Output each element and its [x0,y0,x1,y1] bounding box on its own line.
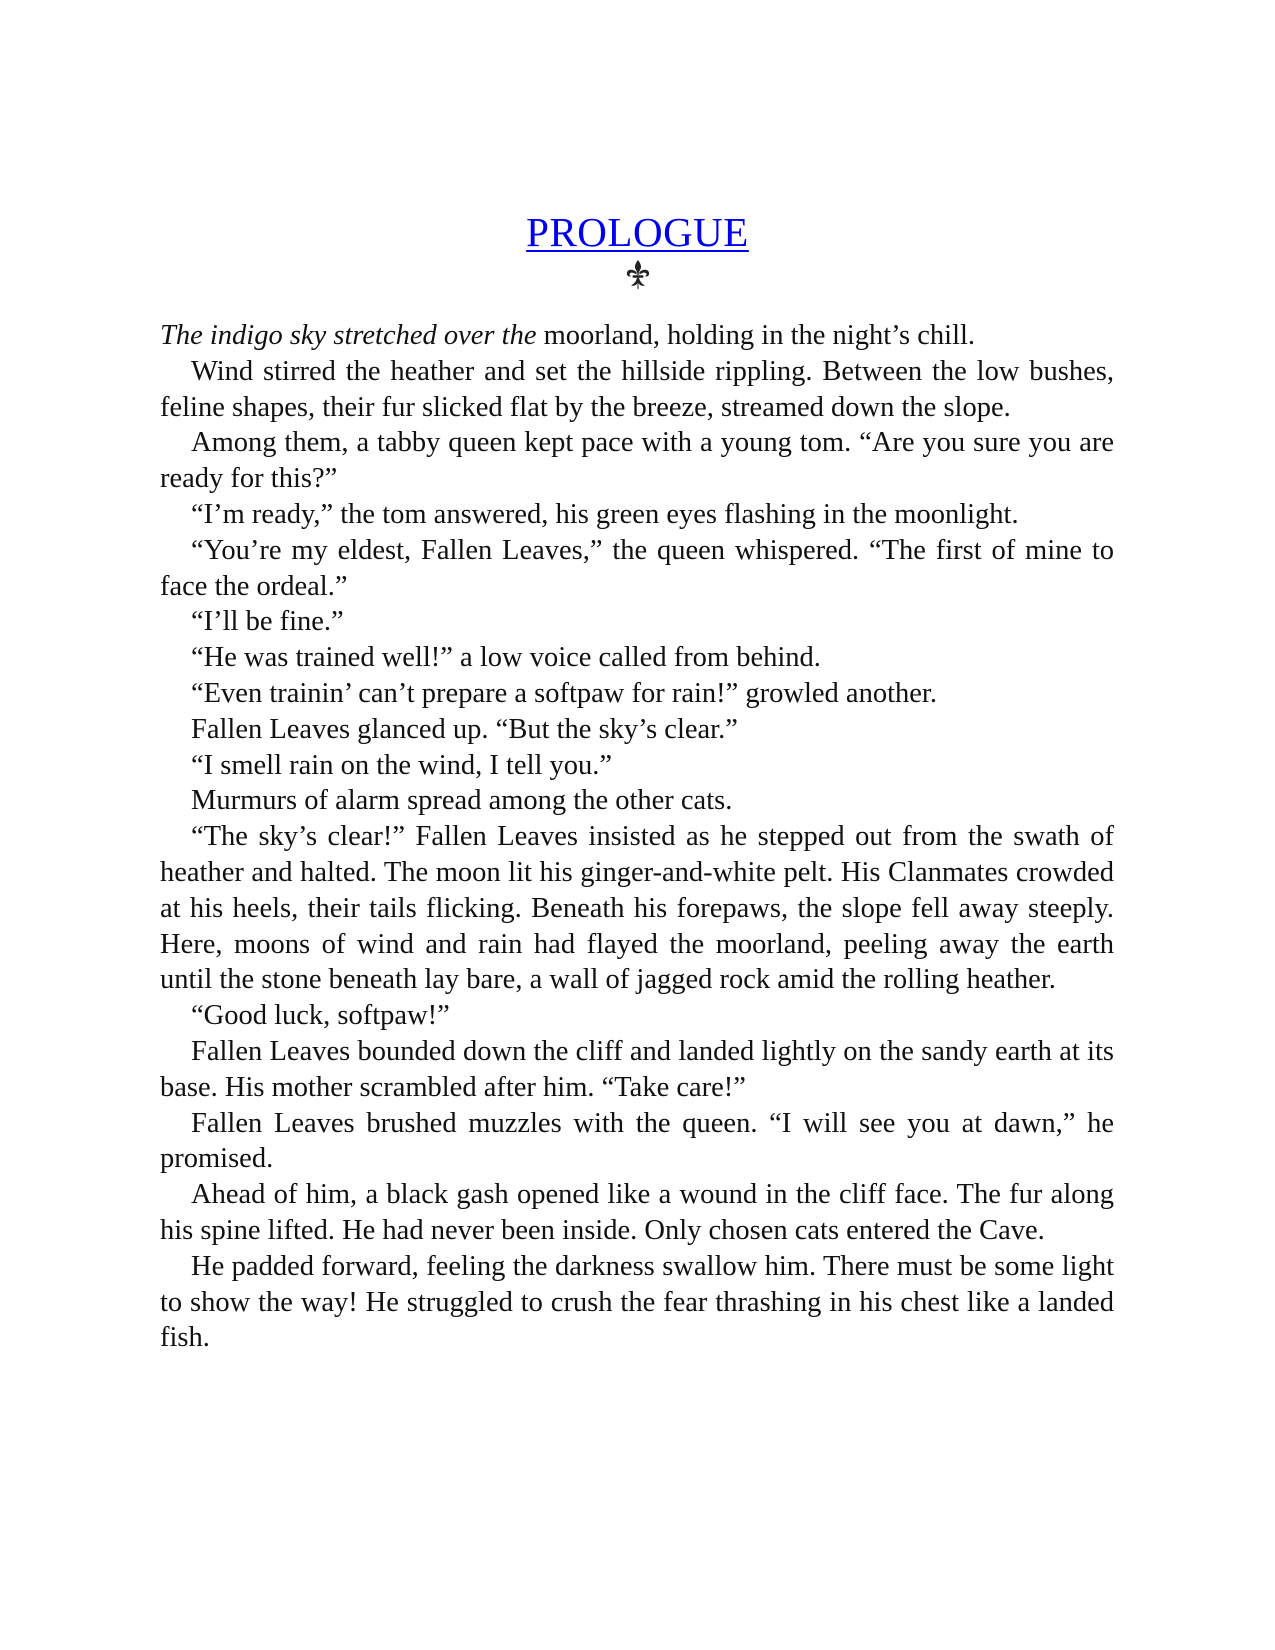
prologue-text [160,318,1114,1356]
chapter-heading [0,208,1275,290]
paragraph: Fallen Leaves brushed muzzles with the queen. “I will see you at dawn,” he promised. [160,1107,1114,1175]
paragraph: “I’m ready,” the tom answered, his green eyes flashing in the moonlight. [191,498,1019,530]
paragraph: He padded forward, feeling the darkness swallow him. There must be some light to show the way! He struggled to crush the fear thrashing in his chest like a landed fish. [160,1250,1114,1354]
paragraph: “He was trained well!” a low voice called from behind. [191,642,821,674]
chapter-title-link[interactable]: PROLOGUE [526,209,749,255]
fleur-de-lis-icon [623,258,653,290]
paragraph: “I smell rain on the wind, I tell you.” [191,749,613,781]
paragraph: Fallen Leaves glanced up. “But the sky’s clear.” [191,713,738,745]
paragraph: “You’re my eldest, Fallen Leaves,” the queen whispered. “The first of mine to face the ordeal.” [160,534,1114,602]
opening-text: moorland, holding in the night’s chill. [536,320,976,351]
paragraph: Murmurs of alarm spread among the other cats. [191,785,733,817]
paragraph: Among them, a tabby queen kept pace with a young tom. “Are you sure you are ready for this?” [160,427,1114,495]
opening-italic-phrase: The indigo sky stretched over the [160,320,537,351]
paragraph: “Even trainin’ can’t prepare a softpaw for rain!” growled another. [191,677,937,709]
paragraph: Ahead of him, a black gash opened like a wound in the cliff face. The fur along his spine lifted. He had never been inside. Only chosen cats entered the Cave. [160,1179,1114,1246]
opening-paragraph [160,318,1114,354]
paragraph: “I’ll be fine.” [191,606,344,638]
paragraph: Fallen Leaves bounded down the cliff and landed lightly on the sandy earth at its base. His mother scrambled after him. “Take care!” [160,1035,1114,1103]
paragraph: Wind stirred the heather and set the hillside rippling. Between the low bushes, feline shapes, their fur slicked flat by the breeze, streamed down the slope. [160,355,1114,423]
paragraph: “The sky’s clear!” Fallen Leaves insisted as he stepped out from the swath of heather and halted. The moon lit his ginger-and-white pelt. His Clanmates crowded at his heels, their tails flicking. Beneath his forepaws, the slope fell away steeply. Here, moons of wind and rain had flayed the moorland, peeling away the earth until the stone beneath lay bare, a wall of jagged rock amid the rolling heather. [160,821,1114,996]
paragraph: “Good luck, softpaw!” [191,1000,450,1032]
